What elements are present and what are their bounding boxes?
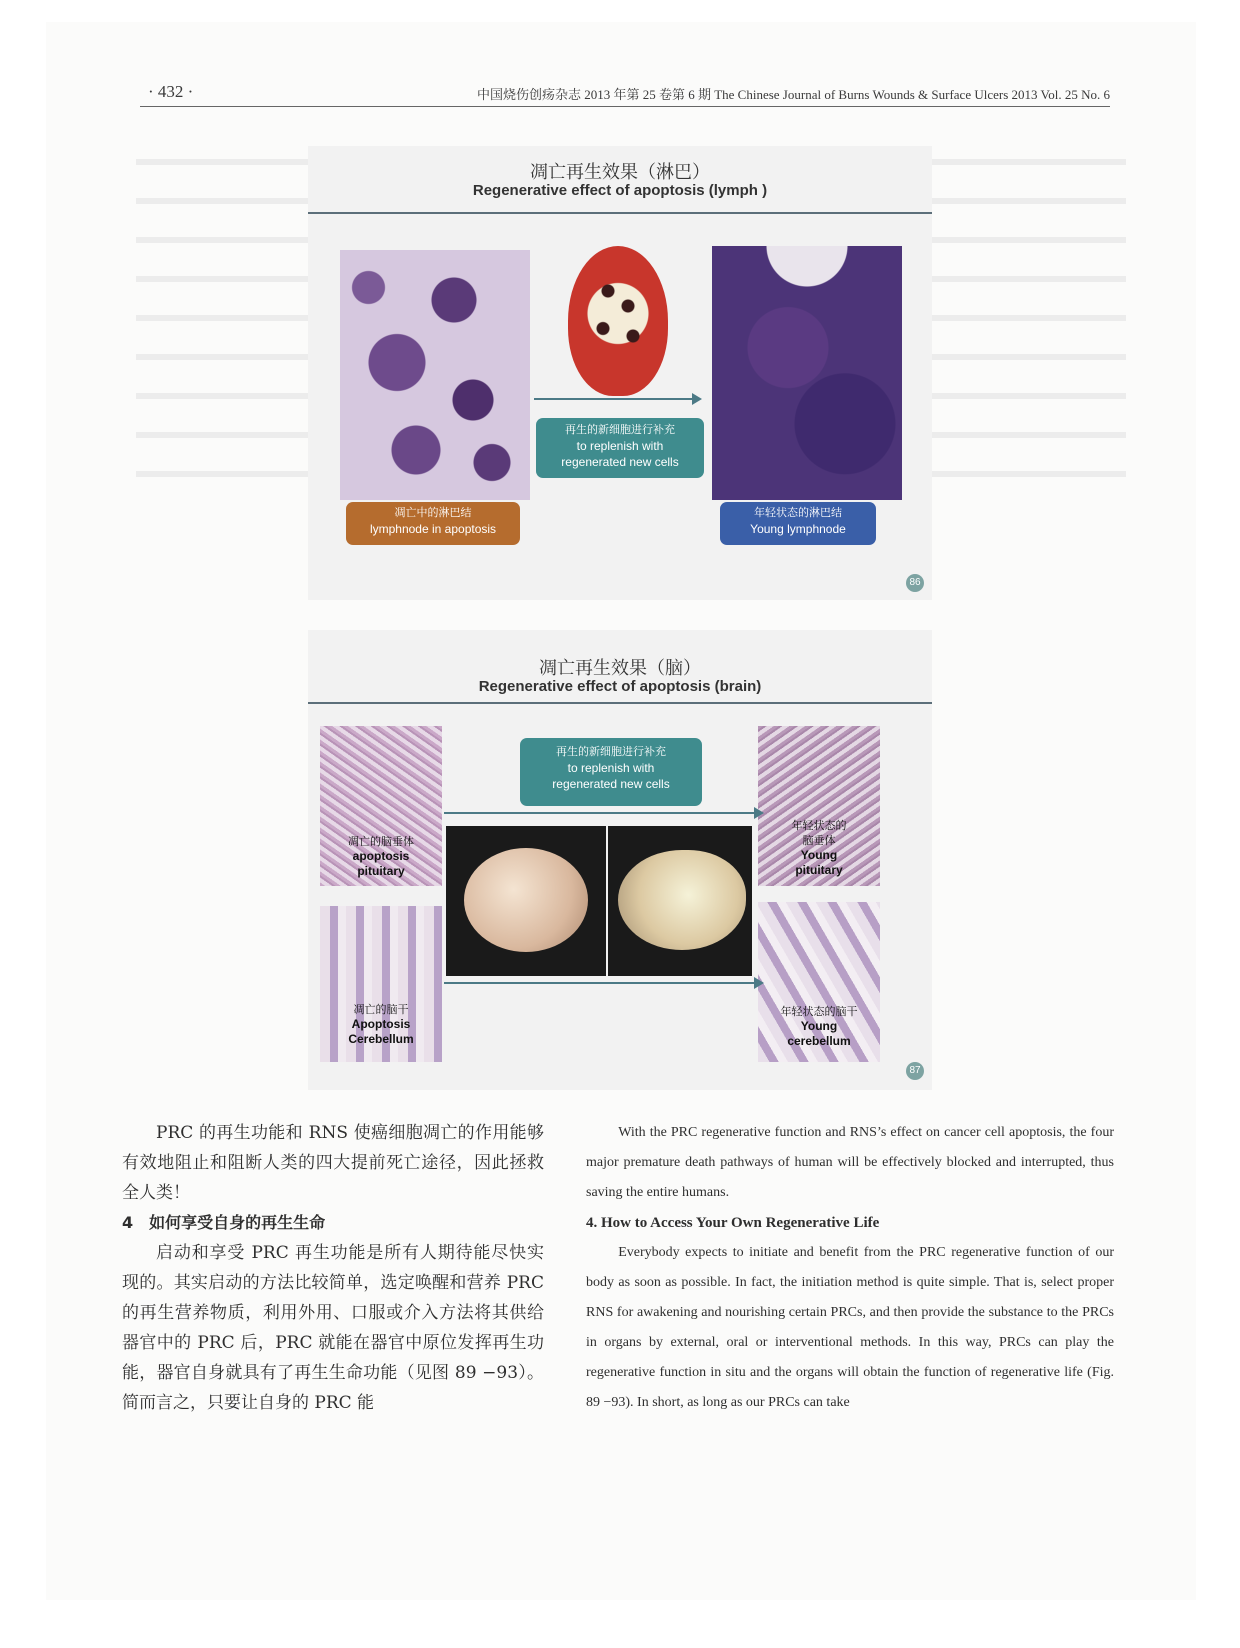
running-header: [140, 78, 1110, 107]
page-number: · 432 ·: [148, 82, 194, 101]
replenish-label: 再生的新细胞进行补充 to replenish with regenerated new cells: [536, 418, 704, 478]
slide-rule: [308, 212, 932, 214]
right-arrow-icon: [534, 398, 694, 400]
journal-citation: 中国烧伤创疡杂志 2013 年第 25 卷第 6 期 The Chinese Journal of Burns Wounds & Surface Ulcers 2013 Vol. 25 No. 6: [476, 87, 1110, 102]
paragraph: Everybody expects to initiate and benefit from the PRC regenerative function of our body as soon as possible. In fact, the initiation method is quite simple. That is, select proper RNS for awakening and nourishing certain PRCs, and then provide the substance to the PRCs in organs by external, oral or interventional methods. In this way, PRCs can play the regenerative function in situ and the organs will obtain the function of regenerative life (Fig. 89 −93). In short, as long as our PRCs can take: [586, 1245, 1114, 1410]
young-pituitary-label: 年轻状态的 脑垂体 Young pituitary: [791, 819, 847, 877]
young-cerebellum-label: 年轻状态的脑干 Young cerebellum: [780, 1005, 858, 1048]
slide-title-cn: 凋亡再生效果（脑）: [539, 658, 701, 679]
young-lymphnode-label: 年轻状态的淋巴结 Young lymphnode: [720, 502, 876, 545]
lymphnode-illustration: [568, 246, 668, 396]
section-heading: 4. How to Access Your Own Regenerative Life: [586, 1215, 880, 1231]
brain-photo-section: [608, 826, 752, 976]
slide-title-en: Regenerative effect of apoptosis (lymph ): [472, 182, 768, 199]
brain-photo-whole: [446, 826, 606, 976]
young-lymphnode-micrograph: [712, 246, 902, 500]
chinese-column: [122, 1118, 544, 1418]
apoptotic-lymphnode-micrograph: [340, 250, 530, 500]
apoptosis-lymphnode-label: 凋亡中的淋巴结 lymphnode in apoptosis: [346, 502, 520, 545]
slide-title-en: Regenerative effect of apoptosis (brain): [478, 678, 762, 695]
apoptosis-pituitary-label: 凋亡的脑垂体 apoptosis pituitary: [348, 835, 414, 878]
right-arrow-icon: [444, 812, 756, 814]
slide-number-badge: 87: [906, 1062, 924, 1080]
figure-87-brain: [308, 630, 932, 1090]
right-arrow-icon: [444, 982, 756, 984]
slide-title-cn: 凋亡再生效果（淋巴）: [530, 162, 710, 183]
slide-rule: [308, 702, 932, 704]
paragraph: 启动和享受 PRC 再生功能是所有人期待能尽快实现的。其实启动的方法比较简单，选定唤醒和营养 PRC 的再生营养物质，利用外用、口服或介入方法将其供给器官中的 PRC 后，PRC 就能在器官中原位发挥再生功能，器官自身就具有了再生生命功能（见图 89 −93）。简而言之，只要让自身的 PRC 能: [122, 1243, 544, 1413]
apoptosis-cerebellum-label: 凋亡的脑干 Apoptosis Cerebellum: [348, 1003, 414, 1046]
paragraph: PRC 的再生功能和 RNS 使癌细胞凋亡的作用能够有效地阻止和阻断人类的四大提前死亡途径，因此拯救全人类！: [122, 1123, 544, 1203]
replenish-label: 再生的新细胞进行补充 to replenish with regenerated new cells: [520, 738, 702, 806]
paragraph: With the PRC regenerative function and RNS’s effect on cancer cell apoptosis, the four major premature death pathways of human will be effectively blocked and interrupted, thus saving the entire humans.: [586, 1125, 1114, 1200]
figure-86-lymph: [308, 146, 932, 600]
english-column: [586, 1118, 1114, 1418]
section-heading: 4 如何享受自身的再生生命: [122, 1213, 326, 1232]
slide-number-badge: 86: [906, 574, 924, 592]
